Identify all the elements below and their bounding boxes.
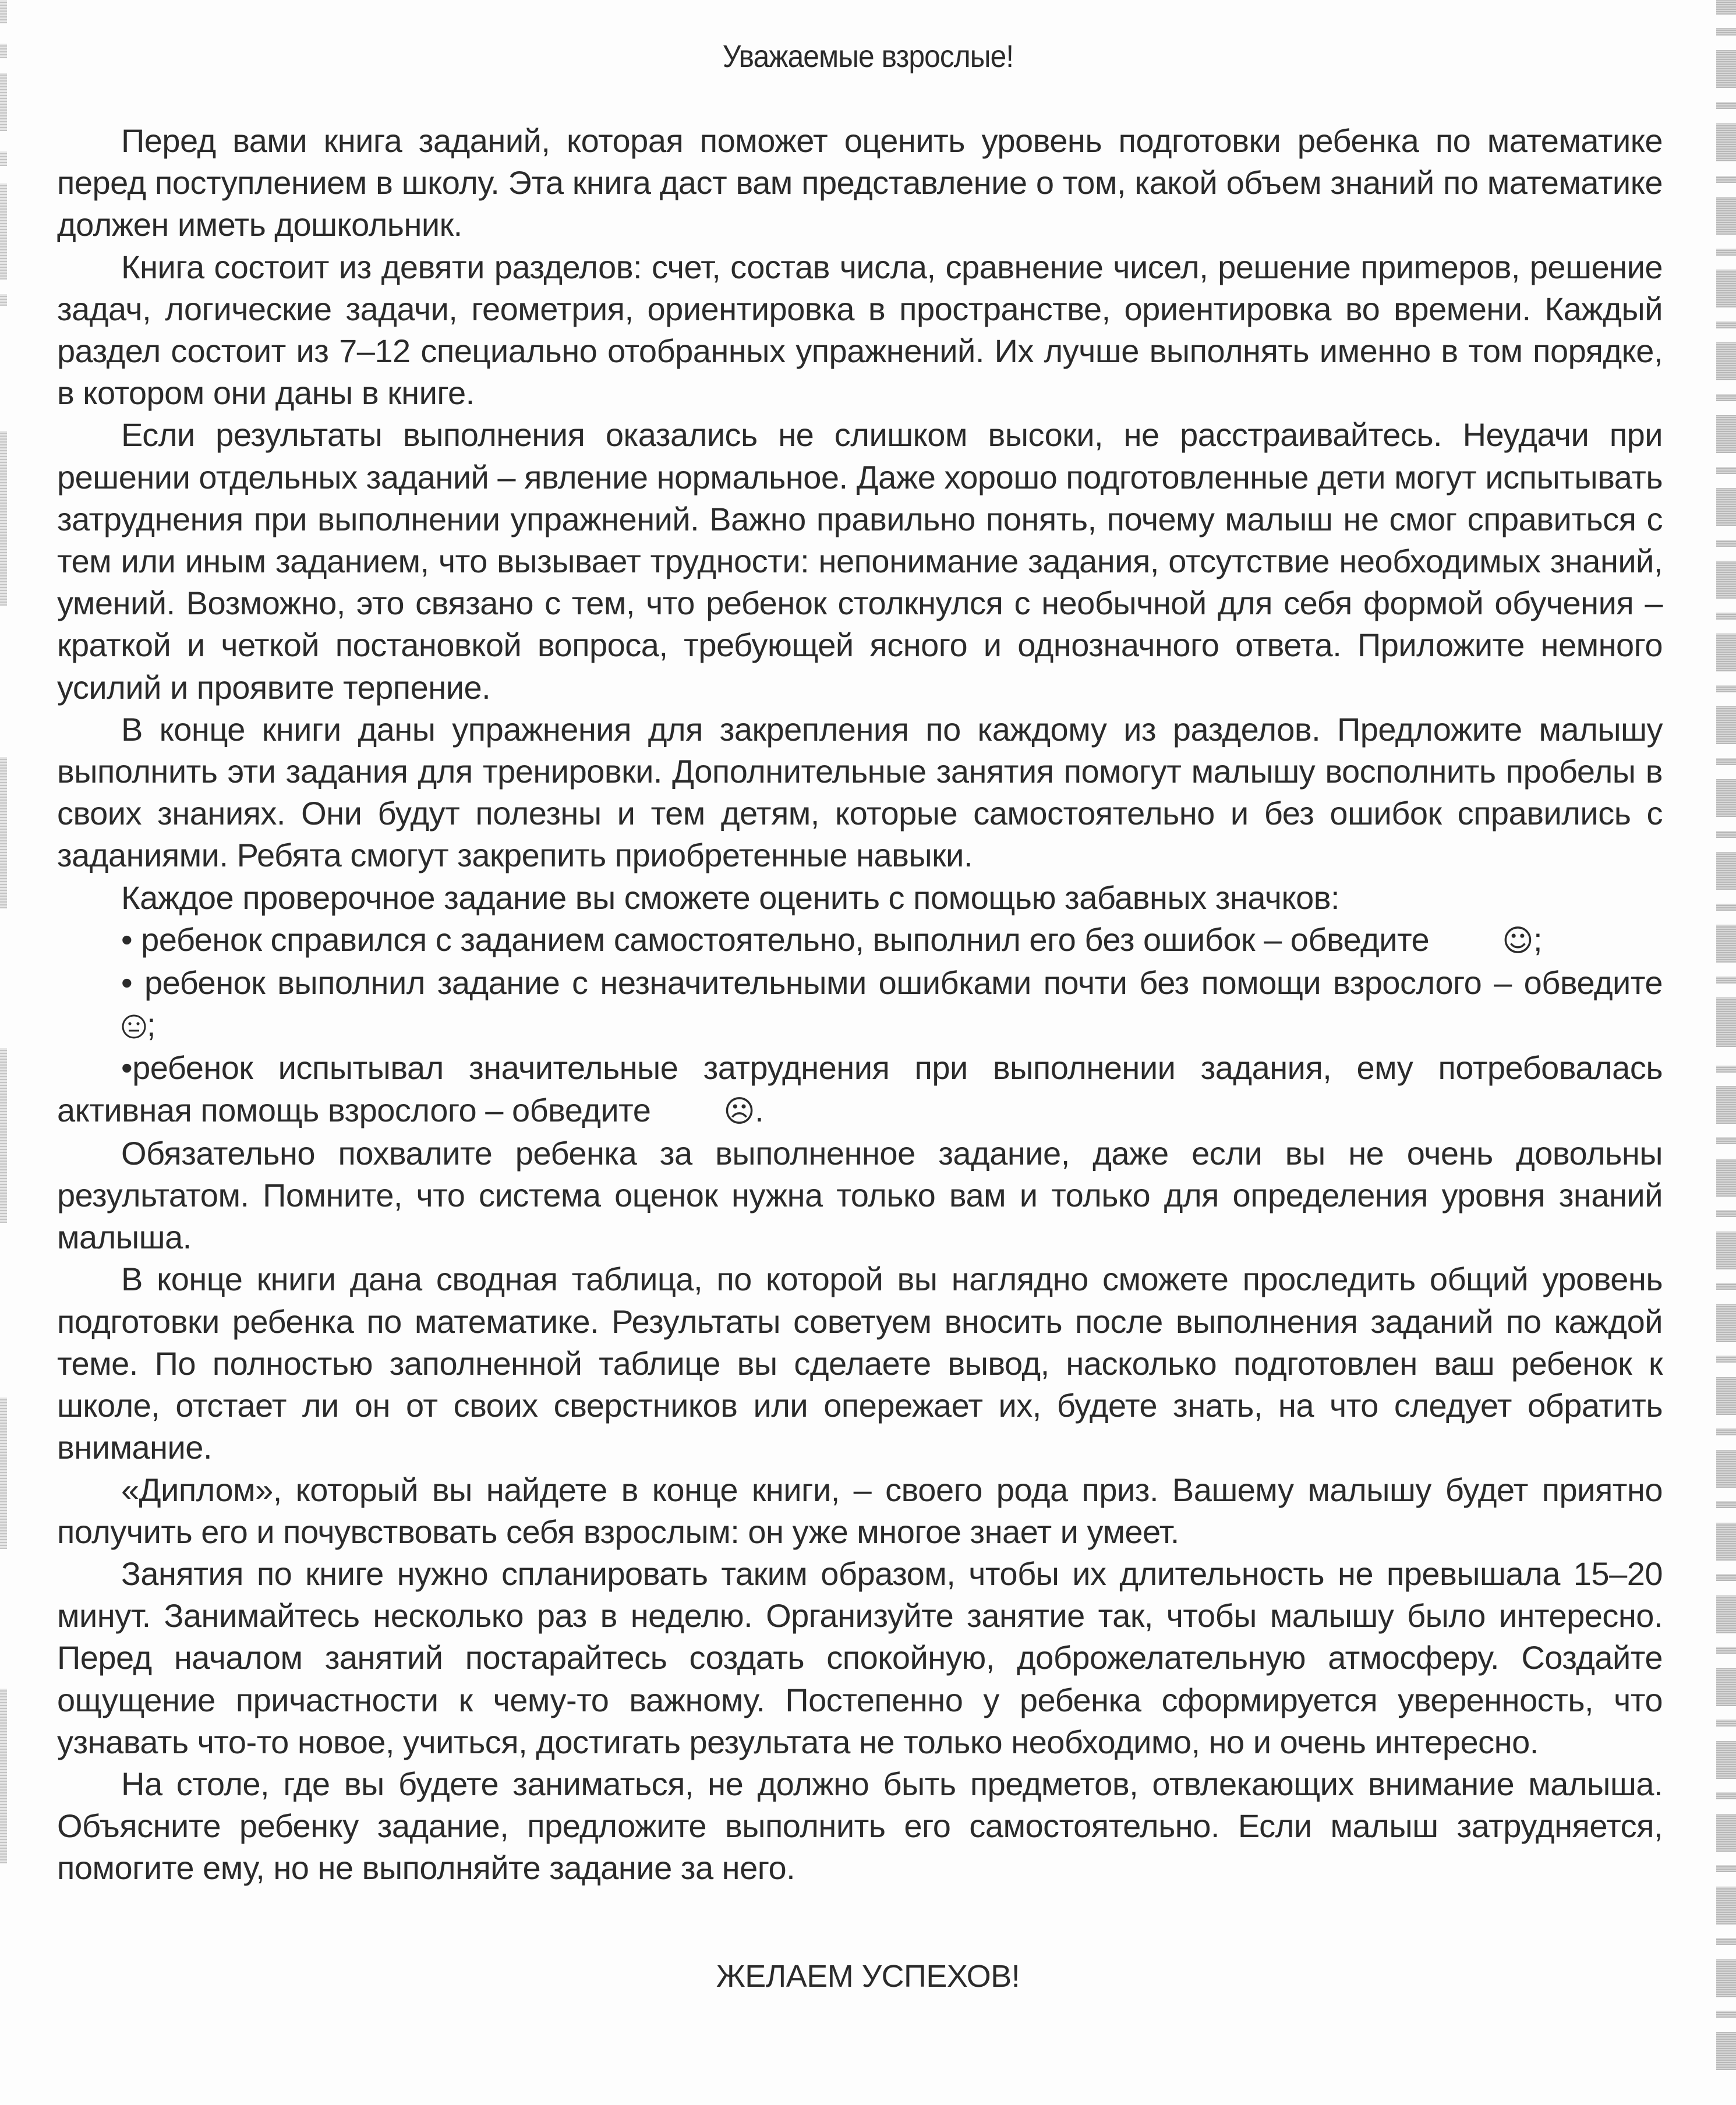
body-text: [57, 120, 1663, 1890]
rating-item-end: ;: [147, 1006, 156, 1043]
paragraph-intro: Перед вами книга заданий, которая поможет оценить уровень подготовки ребенка по математике перед поступлением в школу. Эта книга даст вам представление о том, какой объем знаний по математике должен иметь дошкольник.: [57, 122, 1663, 243]
rating-item-sad: [57, 1047, 1663, 1132]
paragraph-schedule: Занятия по книге нужно спланировать таким образом, чтобы их длительность не превышала 15–20 минут. Занимайтесь несколько раз в неделю. Организуйте занятие так, чтобы малышу было интересно. Перед началом занятий постарайтесь создать спокойную, доброжелательную атмосферу. Создайте ощущение причастности к чему-то важному. Постепенно у ребенка сформируется уверенность, что узнавать что-то новое, учиться, достигать результата не только необходимо, но и очень интересно.: [57, 1555, 1663, 1760]
paragraph-workspace: На столе, где вы будете заниматься, не должно быть предметов, отвлекающих внимание малыша. Объясните ребенку задание, предложите выполнить его самостоятельно. Если малыш затрудняется, помогите ему, но не выполняйте задание за него.: [57, 1765, 1663, 1887]
paragraph-sections: Книга состоит из девяти разделов: счет, состав числа, сравнение чисел, решение приmеров, решение задач, логические задачи, геометрия, ориентировка в пространстве, ориентировка во времени. Каждый раздел состоит из 7–12 специально отобранных упражнений. Их лучше выполнять именно в том порядке, в котором они даны в книге.: [57, 248, 1663, 412]
right-edge-scan-marks: [1716, 0, 1736, 2105]
smiley-happy-icon: ☺: [1502, 923, 1533, 958]
paragraph-summary-table: В конце книги дана сводная таблица, по которой вы наглядно сможете проследить общий уровень подготовки ребенка по математике. Результаты советуем вносить после выполнения заданий по каждой теме. По полностью заполненной таблице вы сделаете вывод, насколько подготовлен ваш ребенок к школе, отстает ли он от своих сверстников или опережает их, будете знать, на что следует обратить внимание.: [57, 1261, 1663, 1466]
smiley-neutral-icon: [57, 1005, 147, 1047]
rating-item-neutral: [57, 962, 1663, 1047]
page-title: Уважаемые взрослые!: [722, 39, 1014, 74]
rating-item-happy: [57, 919, 1663, 962]
paragraph-diploma: «Диплом», который вы найдете в конце книги, – своего рода приз. Вашему малышу будет приятно получить его и почувствовать себя взрослым: он уже многое знает и умеет.: [57, 1471, 1663, 1550]
left-edge-scan-marks: [0, 0, 7, 2105]
rating-item-end: .: [755, 1091, 764, 1128]
rating-item-end: ;: [1533, 921, 1543, 958]
paragraph-difficulties: Если результаты выполнения оказались не слишком высоки, не расстраивайтесь. Неудачи при решении отдельных заданий – явление нормальное. Даже хорошо подготовленные дети могут испытывать затруднения при выполнении упражнений. Важно правильно понять, почему малыш не смог справиться с тем или иным заданием, что вызывает трудности: непонимание задания, отсутствие необходимых знаний, умений. Возможно, это связано с тем, что ребенок столкнулся с необычной для себя формой обучения – краткой и четкой постановкой вопроса, требующей ясного и однозначного ответа. Приложите немного усилий и проявите терпение.: [57, 416, 1663, 706]
rating-item-text: • ребенок выполнил задание с незначительными ошибками почти без помощи взрослого – обведите: [121, 964, 1663, 1002]
rating-item-text: • ребенок справился с заданием самостоятельно, выполнил его без ошибок – обведите: [121, 921, 1430, 958]
smiley-sad-icon: ☹: [723, 1094, 755, 1129]
paragraph-rating-intro: Каждое проверочное задание вы сможете оценить с помощью забавных значков:: [121, 879, 1340, 916]
paragraph-reinforcement: В конце книги даны упражнения для закрепления по каждому из разделов. Предложите малышу выполнить эти задания для тренировки. Дополнительные занятия помогут малышу восполнить пробелы в своих знаниях. Они будут полезны и тем детям, которые самостоятельно и без ошибок справились с заданиями. Ребята смогут закрепить приобретенные навыки.: [57, 710, 1663, 874]
closing-wish: ЖЕЛАЕМ УСПЕХОВ!: [716, 1959, 1020, 1994]
paragraph-praise: Обязательно похвалите ребенка за выполненное задание, даже если вы не очень довольны результатом. Помните, что система оценок нужна только вам и только для определения уровня знаний малыша.: [57, 1134, 1663, 1256]
rating-item-text: •ребенок испытывал значительные затруднения при выполнении задания, ему потребовалась активная помощь взрослого – обведите: [57, 1049, 1663, 1128]
